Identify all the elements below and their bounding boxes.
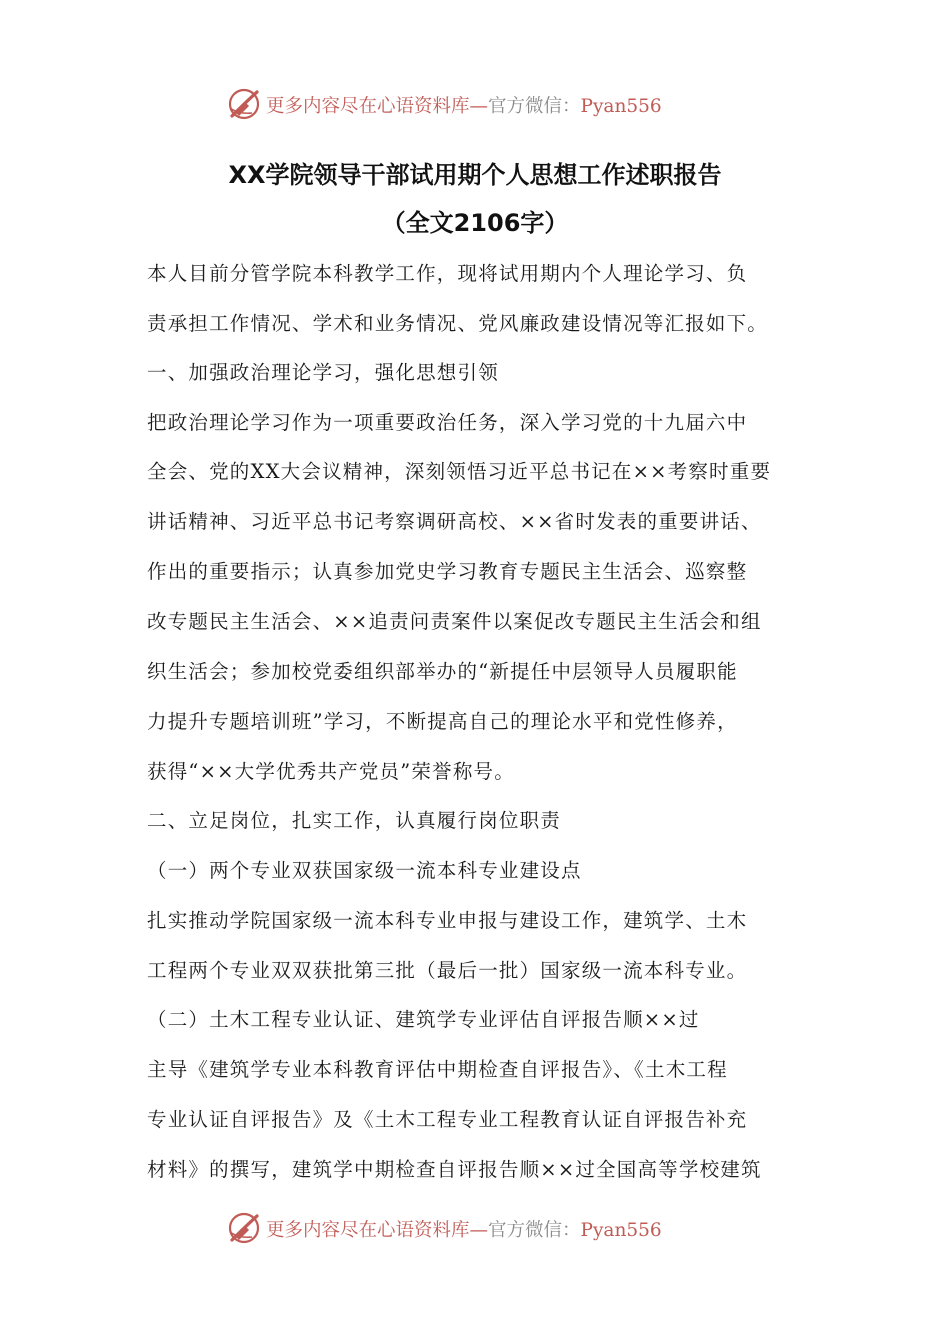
- section-heading: 一、加强政治理论学习，强化思想引领: [147, 361, 499, 384]
- banner-wechat-id: Pyan556: [580, 96, 662, 117]
- document-title: XX学院领导干部试用期个人思想工作述职报告: [228, 161, 722, 189]
- body-line: 力提升专题培训班”学习，不断提高自己的理论水平和党性修养，: [147, 710, 738, 733]
- footer-watermark-banner: [0, 1208, 950, 1252]
- banner-text: [266, 1216, 662, 1242]
- body-line: 把政治理论学习作为一项重要政治任务，深入学习党的十九届六中: [147, 411, 748, 434]
- body-line: 扎实推动学院国家级一流本科专业申报与建设工作，建筑学、土木: [147, 909, 748, 932]
- pen-ribbon-logo-icon: [226, 86, 262, 122]
- banner-wechat-label: 官方微信：: [488, 1220, 581, 1241]
- body-line: 织生活会；参加校党委组织部举办的“新提任中层领导人员履职能: [147, 660, 738, 683]
- body-line: 主导《建筑学专业本科教育评估中期检查自评报告》、《土木工程: [147, 1058, 728, 1081]
- banner-wechat-id: Pyan556: [580, 1220, 662, 1241]
- body-line: 作出的重要指示；认真参加党史学习教育专题民主生活会、巡察整: [147, 560, 748, 583]
- body-line: 材料》的撰写，建筑学中期检查自评报告顺××过全国高等学校建筑: [147, 1158, 762, 1181]
- body-line: 全会、党的XX大会议精神，深刻领悟习近平总书记在××考察时重要: [147, 460, 772, 483]
- banner-wechat-label: 官方微信：: [488, 96, 581, 117]
- body-line: 改专题民主生活会、××追责问责案件以案促改专题民主生活会和组: [147, 610, 762, 633]
- body-line: 专业认证自评报告》及《土木工程专业工程教育认证自评报告补充: [147, 1108, 748, 1131]
- body-line: 获得“××大学优秀共产党员”荣誉称号。: [147, 760, 515, 783]
- body-line: 本人目前分管学院本科教学工作，现将试用期内个人理论学习、负: [147, 262, 748, 285]
- banner-separator: —: [469, 96, 489, 117]
- document-subtitle: （全文2106字）: [381, 209, 569, 237]
- section-heading: 二、立足岗位，扎实工作，认真履行岗位职责: [147, 809, 562, 832]
- banner-text: [266, 92, 662, 118]
- banner-separator: —: [469, 1220, 489, 1241]
- header-watermark-banner: [0, 84, 950, 128]
- body-line: 责承担工作情况、学术和业务情况、党风廉政建设情况等汇报如下。: [147, 312, 769, 335]
- pen-ribbon-logo-icon: [226, 1210, 262, 1246]
- banner-site-name: 更多内容尽在心语资料库: [266, 96, 470, 117]
- body-line: 工程两个专业双双获批第三批（最后一批）国家级一流本科专业。: [147, 959, 748, 982]
- banner-site-name: 更多内容尽在心语资料库: [266, 1220, 470, 1241]
- subsection-heading: （一）两个专业双获国家级一流本科专业建设点: [147, 859, 582, 882]
- body-line: 讲话精神、习近平总书记考察调研高校、××省时发表的重要讲话、: [147, 510, 762, 533]
- subsection-heading: （二）土木工程专业认证、建筑学专业评估自评报告顺××过: [147, 1008, 700, 1031]
